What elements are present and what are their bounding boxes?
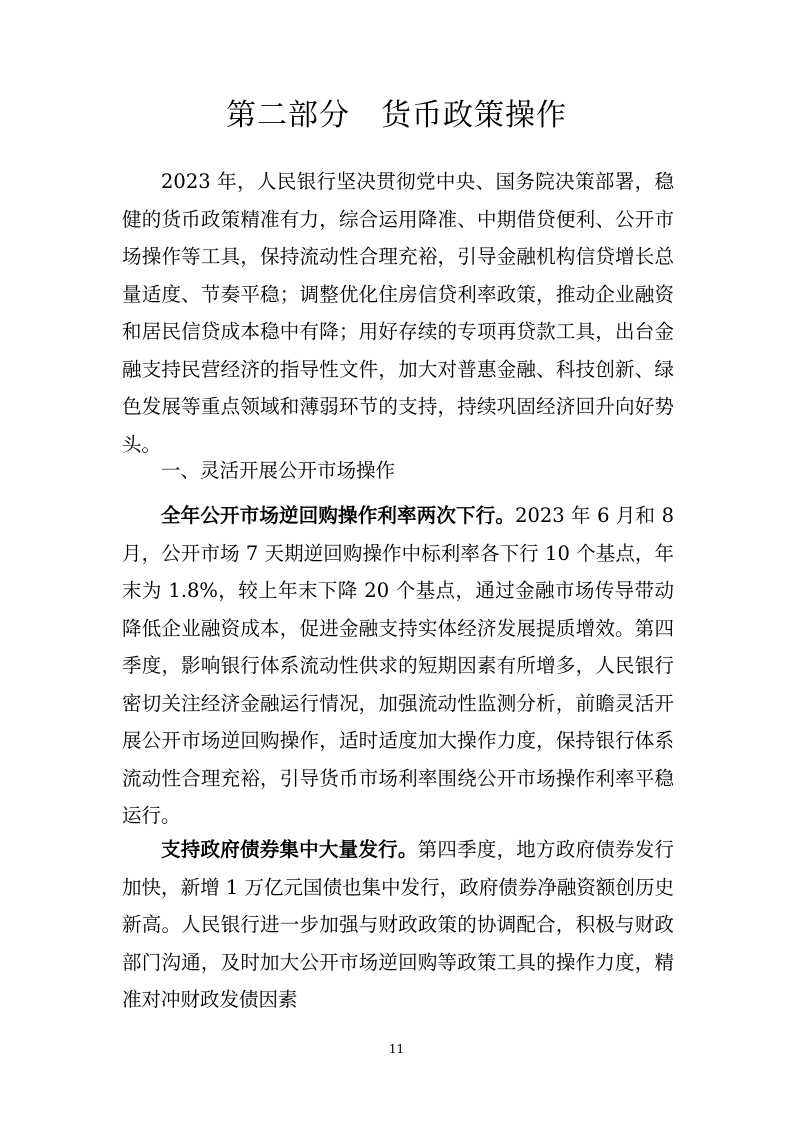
intro-paragraph: 2023 年，人民银行坚决贯彻党中央、国务院决策部署，稳健的货币政策精准有力，综合运用降准、中期借贷便利、公开市场操作等工具，保持流动性合理充裕，引导金融机构信贷增长总量适度、节奏平稳；调整优化住房信贷利率政策，推动企业融资和居民信贷成本稳中有降；用好存续的专项再贷款工具，出台金融支持民营经济的指导性文件，加大对普惠金融、科技创新、绿色发展等重点领域和薄弱环节的支持，持续巩固经济回升向好势头。 xyxy=(122,170,674,456)
section-heading: 一、灵活开展公开市场操作 xyxy=(161,459,396,482)
page-number: 11 xyxy=(388,1042,405,1056)
paragraph-body: 第四季度，地方政府债券发行加快，新增 1 万亿元国债也集中发行，政府债券净融资额创历史新高。人民银行进一步加强与财政政策的协调配合，积极与财政部门沟通，及时加大公开市场逆回购等政策工具的操作力度，精准对冲财政发债因素 xyxy=(122,838,674,1011)
government-bond-paragraph xyxy=(122,831,674,1019)
open-market-paragraph xyxy=(122,497,674,835)
paragraph-lead: 支持政府债券集中大量发行。 xyxy=(161,838,418,861)
page-title: 第二部分 货币政策操作 xyxy=(226,98,567,133)
paragraph-body: 2023 年 6 月和 8 月，公开市场 7 天期逆回购操作中标利率各下行 10 个基点，年末为 1.8%，较上年末下降 20 个基点，通过金融市场传导带动降低企业融资成本，促进金融支持实体经济发展提质增效。第四季度，影响银行体系流动性供求的短期因素有所增多，人民银行密切关注经济金融运行情况，加强流动性监测分析，前瞻灵活开展公开市场逆回购操作，适时适度加大操作力度，保持银行体系流动性合理充裕，引导货币市场利率围绕公开市场操作利率平稳运行。 xyxy=(122,504,674,827)
paragraph-lead: 全年公开市场逆回购操作利率两次下行。 xyxy=(161,504,516,527)
